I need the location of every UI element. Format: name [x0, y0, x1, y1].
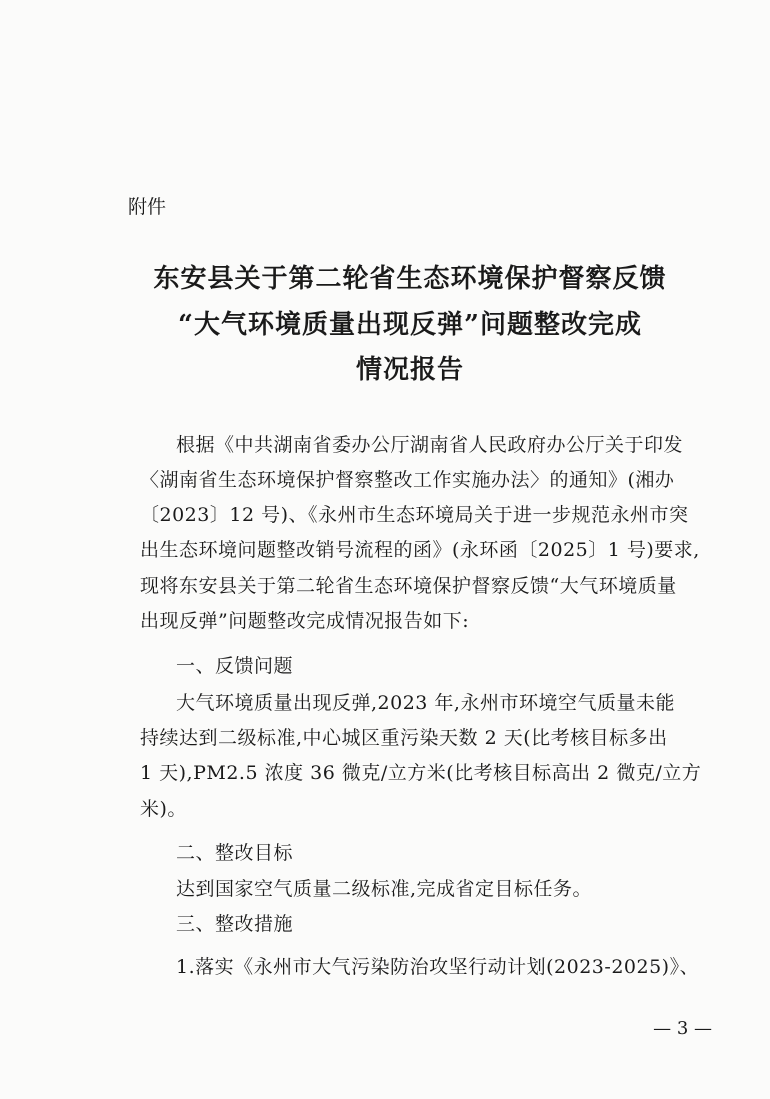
section-2-text: 达到国家空气质量二级标准,完成省定目标任务。: [176, 878, 593, 900]
section-1-line-4: 米)。: [140, 798, 187, 820]
section-3-item-1: 1.落实《永州市大气污染防治攻坚行动计划(2023-2025)》、: [176, 956, 700, 978]
intro-line-4: 出生态环境问题整改销号流程的函》(永环函〔2025〕1 号)要求,: [140, 539, 700, 561]
section-1-line-2: 持续达到二级标准,中心城区重污染天数 2 天(比考核目标多出: [140, 727, 668, 749]
section-1-heading: 一、反馈问题: [176, 655, 294, 677]
section-3-heading: 三、整改措施: [176, 913, 294, 935]
title-line-3: 情况报告: [355, 355, 464, 385]
title-line-2: “大气环境质量出现反弹”问题整改完成: [178, 310, 642, 340]
intro-line-1: 根据《中共湖南省委办公厅湖南省人民政府办公厅关于印发: [176, 434, 684, 456]
section-2-heading: 二、整改目标: [176, 842, 294, 864]
annex-label: 附件: [128, 196, 167, 218]
page-number: — 3 —: [653, 1018, 712, 1039]
intro-line-6: 出现反弹”问题整改完成情况报告如下:: [140, 610, 470, 632]
section-1-line-3: 1 天),PM2.5 浓度 36 微克/立方米(比考核目标高出 2 微克/立方: [140, 762, 702, 784]
title-line-1: 东安县关于第二轮省生态环境保护督察反馈: [153, 264, 667, 294]
intro-line-5: 现将东安县关于第二轮省生态环境保护督察反馈“大气环境质量: [140, 575, 677, 597]
intro-line-2: 〈湖南省生态环境保护督察整改工作实施办法〉的通知》(湘办: [140, 469, 675, 491]
section-1-line-1: 大气环境质量出现反弹,2023 年,永州市环境空气质量未能: [176, 692, 675, 714]
intro-line-3: 〔2023〕12 号)、《永州市生态环境局关于进一步规范永州市突: [140, 504, 689, 526]
